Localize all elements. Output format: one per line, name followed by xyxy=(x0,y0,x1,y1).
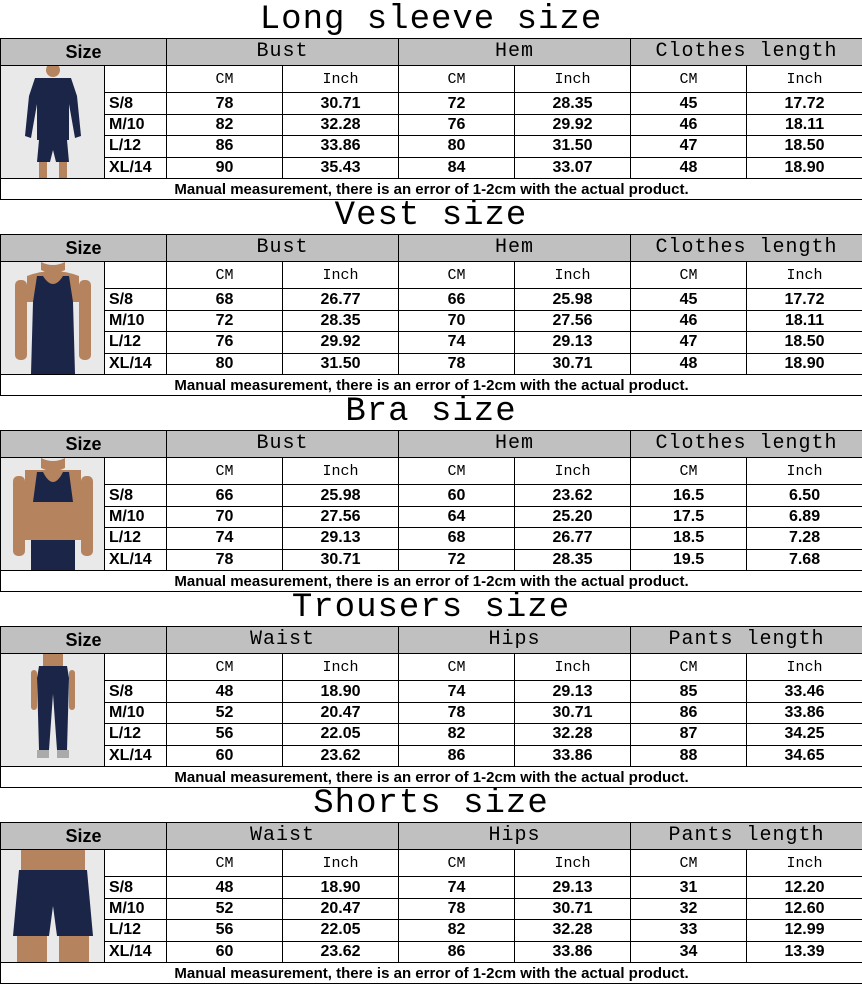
size-label: S/8 xyxy=(105,485,167,506)
measurement-note: Manual measurement, there is an error of 1-2cm with the actual product. xyxy=(1,571,862,592)
size-label: S/8 xyxy=(105,289,167,310)
measurement-value: 86 xyxy=(399,941,515,962)
unit-header: CM xyxy=(167,66,283,93)
measurement-value: 88 xyxy=(631,745,747,766)
table-row xyxy=(1,724,862,745)
measurement-value: 46 xyxy=(631,114,747,135)
measurement-value: 28.35 xyxy=(515,549,631,570)
measurement-value: 25.98 xyxy=(283,485,399,506)
measurement-value: 33 xyxy=(631,920,747,941)
measurement-value: 33.86 xyxy=(283,136,399,157)
size-label: XL/14 xyxy=(105,549,167,570)
measurement-value: 23.62 xyxy=(283,941,399,962)
measurement-value: 74 xyxy=(399,332,515,353)
measurement-value: 60 xyxy=(167,941,283,962)
measurement-value: 33.86 xyxy=(515,745,631,766)
unit-header: CM xyxy=(631,262,747,289)
measurement-value: 30.71 xyxy=(515,702,631,723)
size-label: S/8 xyxy=(105,93,167,114)
size-section xyxy=(0,784,862,980)
measurement-value: 84 xyxy=(399,157,515,178)
measurement-value: 72 xyxy=(399,549,515,570)
measurement-value: 19.5 xyxy=(631,549,747,570)
measurement-value: 27.56 xyxy=(515,310,631,331)
measurement-value: 29.92 xyxy=(283,332,399,353)
table-row xyxy=(1,157,862,178)
measurement-value: 23.62 xyxy=(283,745,399,766)
measurement-value: 25.20 xyxy=(515,506,631,527)
shorts-photo xyxy=(1,850,104,962)
measurement-value: 78 xyxy=(167,93,283,114)
size-label: XL/14 xyxy=(105,157,167,178)
size-label: XL/14 xyxy=(105,353,167,374)
size-column-header: Size xyxy=(1,431,167,458)
size-label: L/12 xyxy=(105,528,167,549)
measurement-value: 17.5 xyxy=(631,506,747,527)
measurement-value: 30.71 xyxy=(515,353,631,374)
measurement-value: 31.50 xyxy=(515,136,631,157)
table-row xyxy=(1,353,862,374)
table-row xyxy=(1,745,862,766)
measurement-value: 29.13 xyxy=(515,681,631,702)
measurement-value: 18.90 xyxy=(283,681,399,702)
measurement-value: 33.07 xyxy=(515,157,631,178)
group-header: Clothes length xyxy=(631,235,862,262)
measurement-value: 20.47 xyxy=(283,898,399,919)
measurement-value: 56 xyxy=(167,920,283,941)
measurement-value: 48 xyxy=(631,157,747,178)
measurement-value: 28.35 xyxy=(283,310,399,331)
unit-header: CM xyxy=(399,262,515,289)
measurement-value: 7.28 xyxy=(747,528,862,549)
unit-header: Inch xyxy=(515,458,631,485)
group-header: Hips xyxy=(399,627,631,654)
group-header: Hem xyxy=(399,235,631,262)
measurement-value: 30.71 xyxy=(283,93,399,114)
measurement-value: 78 xyxy=(399,353,515,374)
measurement-value: 74 xyxy=(399,681,515,702)
measurement-value: 12.99 xyxy=(747,920,862,941)
measurement-value: 16.5 xyxy=(631,485,747,506)
measurement-value: 34.25 xyxy=(747,724,862,745)
measurement-note: Manual measurement, there is an error of 1-2cm with the actual product. xyxy=(1,179,862,200)
measurement-note: Manual measurement, there is an error of 1-2cm with the actual product. xyxy=(1,767,862,788)
measurement-value: 78 xyxy=(399,898,515,919)
unit-header: CM xyxy=(631,66,747,93)
size-label: L/12 xyxy=(105,920,167,941)
measurement-value: 31 xyxy=(631,877,747,898)
unit-header: Inch xyxy=(747,850,862,877)
size-label-cell xyxy=(105,458,167,485)
measurement-value: 48 xyxy=(167,681,283,702)
group-header: Pants length xyxy=(631,627,862,654)
product-image-cell xyxy=(1,66,105,179)
measurement-value: 86 xyxy=(167,136,283,157)
size-label: M/10 xyxy=(105,702,167,723)
measurement-value: 34 xyxy=(631,941,747,962)
unit-header: Inch xyxy=(747,654,862,681)
measurement-value: 72 xyxy=(399,93,515,114)
size-label: L/12 xyxy=(105,724,167,745)
measurement-value: 26.77 xyxy=(283,289,399,310)
group-header: Waist xyxy=(167,823,399,850)
group-header: Hips xyxy=(399,823,631,850)
unit-header: CM xyxy=(399,850,515,877)
unit-header: CM xyxy=(167,262,283,289)
unit-header: Inch xyxy=(283,850,399,877)
section-title: Shorts size xyxy=(0,784,862,822)
measurement-value: 76 xyxy=(167,332,283,353)
measurement-value: 33.46 xyxy=(747,681,862,702)
product-image-cell xyxy=(1,262,105,375)
unit-header: Inch xyxy=(515,66,631,93)
measurement-value: 47 xyxy=(631,136,747,157)
unit-header: Inch xyxy=(747,66,862,93)
unit-header: Inch xyxy=(747,262,862,289)
unit-header: CM xyxy=(167,654,283,681)
measurement-value: 47 xyxy=(631,332,747,353)
measurement-value: 70 xyxy=(167,506,283,527)
table-row xyxy=(1,877,862,898)
size-label: M/10 xyxy=(105,506,167,527)
measurement-value: 27.56 xyxy=(283,506,399,527)
table-row xyxy=(1,289,862,310)
table-row xyxy=(1,114,862,135)
vest-photo xyxy=(1,262,104,374)
measurement-value: 86 xyxy=(631,702,747,723)
measurement-note: Manual measurement, there is an error of 1-2cm with the actual product. xyxy=(1,375,862,396)
measurement-note: Manual measurement, there is an error of 1-2cm with the actual product. xyxy=(1,963,862,984)
measurement-value: 17.72 xyxy=(747,93,862,114)
measurement-value: 18.50 xyxy=(747,332,862,353)
size-label: M/10 xyxy=(105,898,167,919)
unit-header: CM xyxy=(399,654,515,681)
measurement-value: 74 xyxy=(167,528,283,549)
measurement-value: 18.50 xyxy=(747,136,862,157)
measurement-value: 29.13 xyxy=(515,877,631,898)
size-table xyxy=(0,38,862,200)
product-image-cell xyxy=(1,458,105,571)
group-header: Hem xyxy=(399,431,631,458)
table-row xyxy=(1,310,862,331)
unit-header: Inch xyxy=(747,458,862,485)
measurement-value: 6.89 xyxy=(747,506,862,527)
table-row xyxy=(1,920,862,941)
measurement-value: 29.13 xyxy=(515,332,631,353)
size-column-header: Size xyxy=(1,39,167,66)
size-label: M/10 xyxy=(105,310,167,331)
section-title: Long sleeve size xyxy=(0,0,862,38)
measurement-value: 76 xyxy=(399,114,515,135)
measurement-value: 12.60 xyxy=(747,898,862,919)
measurement-value: 34.65 xyxy=(747,745,862,766)
unit-header: Inch xyxy=(515,262,631,289)
bra-photo xyxy=(1,458,104,570)
size-label: S/8 xyxy=(105,681,167,702)
group-header: Bust xyxy=(167,235,399,262)
group-header: Clothes length xyxy=(631,39,862,66)
size-label: L/12 xyxy=(105,136,167,157)
measurement-value: 78 xyxy=(167,549,283,570)
measurement-value: 48 xyxy=(167,877,283,898)
size-column-header: Size xyxy=(1,823,167,850)
unit-header: Inch xyxy=(283,66,399,93)
measurement-value: 46 xyxy=(631,310,747,331)
measurement-value: 7.68 xyxy=(747,549,862,570)
measurement-value: 18.5 xyxy=(631,528,747,549)
table-row xyxy=(1,136,862,157)
measurement-value: 80 xyxy=(399,136,515,157)
measurement-value: 29.13 xyxy=(283,528,399,549)
measurement-value: 60 xyxy=(399,485,515,506)
size-label: S/8 xyxy=(105,877,167,898)
measurement-value: 87 xyxy=(631,724,747,745)
size-label: XL/14 xyxy=(105,941,167,962)
measurement-value: 52 xyxy=(167,898,283,919)
measurement-value: 32 xyxy=(631,898,747,919)
measurement-value: 18.90 xyxy=(747,157,862,178)
size-table xyxy=(0,626,862,788)
size-label: L/12 xyxy=(105,332,167,353)
measurement-value: 64 xyxy=(399,506,515,527)
measurement-value: 31.50 xyxy=(283,353,399,374)
size-section xyxy=(0,0,862,196)
measurement-value: 29.92 xyxy=(515,114,631,135)
measurement-value: 32.28 xyxy=(515,920,631,941)
measurement-value: 33.86 xyxy=(515,941,631,962)
measurement-value: 18.11 xyxy=(747,310,862,331)
measurement-value: 68 xyxy=(167,289,283,310)
group-header: Waist xyxy=(167,627,399,654)
table-row xyxy=(1,549,862,570)
unit-header: CM xyxy=(631,654,747,681)
unit-header: CM xyxy=(167,458,283,485)
group-header: Hem xyxy=(399,39,631,66)
measurement-value: 82 xyxy=(399,724,515,745)
measurement-value: 17.72 xyxy=(747,289,862,310)
measurement-value: 25.98 xyxy=(515,289,631,310)
unit-header: Inch xyxy=(283,654,399,681)
table-row xyxy=(1,332,862,353)
size-label-cell xyxy=(105,262,167,289)
measurement-value: 66 xyxy=(167,485,283,506)
measurement-value: 74 xyxy=(399,877,515,898)
size-label-cell xyxy=(105,654,167,681)
size-section xyxy=(0,196,862,392)
measurement-value: 23.62 xyxy=(515,485,631,506)
table-row xyxy=(1,528,862,549)
measurement-value: 32.28 xyxy=(515,724,631,745)
measurement-value: 18.90 xyxy=(283,877,399,898)
size-table xyxy=(0,430,862,592)
size-table xyxy=(0,234,862,396)
measurement-value: 18.11 xyxy=(747,114,862,135)
measurement-value: 56 xyxy=(167,724,283,745)
section-title: Bra size xyxy=(0,392,862,430)
table-row xyxy=(1,681,862,702)
size-column-header: Size xyxy=(1,235,167,262)
table-row xyxy=(1,941,862,962)
measurement-value: 86 xyxy=(399,745,515,766)
measurement-value: 68 xyxy=(399,528,515,549)
table-row xyxy=(1,506,862,527)
group-header: Bust xyxy=(167,39,399,66)
size-label: M/10 xyxy=(105,114,167,135)
table-row xyxy=(1,702,862,723)
size-section xyxy=(0,588,862,784)
measurement-value: 78 xyxy=(399,702,515,723)
measurement-value: 26.77 xyxy=(515,528,631,549)
unit-header: CM xyxy=(631,458,747,485)
product-image-cell xyxy=(1,654,105,767)
unit-header: Inch xyxy=(515,850,631,877)
measurement-value: 6.50 xyxy=(747,485,862,506)
group-header: Bust xyxy=(167,431,399,458)
measurement-value: 20.47 xyxy=(283,702,399,723)
size-label-cell xyxy=(105,850,167,877)
table-row xyxy=(1,93,862,114)
section-title: Trousers size xyxy=(0,588,862,626)
measurement-value: 70 xyxy=(399,310,515,331)
unit-header: Inch xyxy=(283,262,399,289)
unit-header: CM xyxy=(399,66,515,93)
unit-header: Inch xyxy=(283,458,399,485)
measurement-value: 45 xyxy=(631,93,747,114)
measurement-value: 18.90 xyxy=(747,353,862,374)
unit-header: Inch xyxy=(515,654,631,681)
unit-header: CM xyxy=(631,850,747,877)
measurement-value: 35.43 xyxy=(283,157,399,178)
table-row xyxy=(1,898,862,919)
size-column-header: Size xyxy=(1,627,167,654)
measurement-value: 12.20 xyxy=(747,877,862,898)
size-label-cell xyxy=(105,66,167,93)
unit-header: CM xyxy=(399,458,515,485)
measurement-value: 66 xyxy=(399,289,515,310)
trousers-photo xyxy=(1,654,104,766)
unit-header: CM xyxy=(167,850,283,877)
measurement-value: 30.71 xyxy=(515,898,631,919)
measurement-value: 48 xyxy=(631,353,747,374)
measurement-value: 22.05 xyxy=(283,724,399,745)
measurement-value: 28.35 xyxy=(515,93,631,114)
size-label: XL/14 xyxy=(105,745,167,766)
size-table xyxy=(0,822,862,984)
measurement-value: 33.86 xyxy=(747,702,862,723)
measurement-value: 80 xyxy=(167,353,283,374)
measurement-value: 52 xyxy=(167,702,283,723)
product-image-cell xyxy=(1,850,105,963)
measurement-value: 82 xyxy=(167,114,283,135)
measurement-value: 22.05 xyxy=(283,920,399,941)
group-header: Clothes length xyxy=(631,431,862,458)
measurement-value: 13.39 xyxy=(747,941,862,962)
measurement-value: 85 xyxy=(631,681,747,702)
measurement-value: 30.71 xyxy=(283,549,399,570)
measurement-value: 82 xyxy=(399,920,515,941)
long-sleeve-set-photo xyxy=(1,66,104,178)
measurement-value: 90 xyxy=(167,157,283,178)
measurement-value: 32.28 xyxy=(283,114,399,135)
size-section xyxy=(0,392,862,588)
table-row xyxy=(1,485,862,506)
measurement-value: 60 xyxy=(167,745,283,766)
group-header: Pants length xyxy=(631,823,862,850)
measurement-value: 72 xyxy=(167,310,283,331)
measurement-value: 45 xyxy=(631,289,747,310)
section-title: Vest size xyxy=(0,196,862,234)
